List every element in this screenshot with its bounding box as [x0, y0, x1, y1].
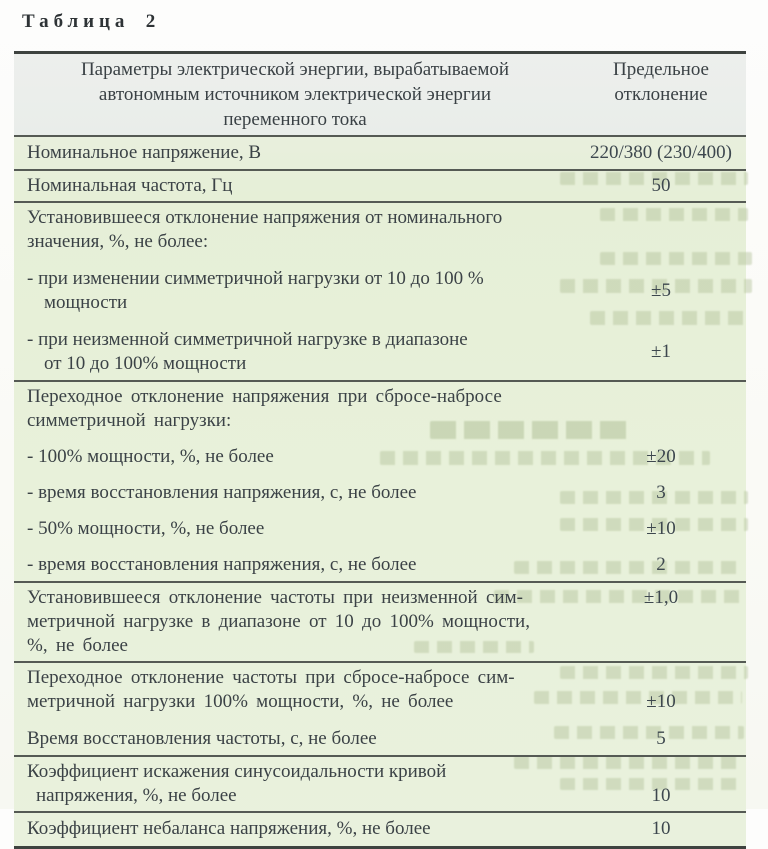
row-label-line: - время восстановления напряжения, с, не более: [27, 554, 417, 575]
row-value: ±20: [646, 446, 676, 467]
row-label: [14, 328, 576, 376]
row-label: [14, 727, 576, 751]
row-divider: [14, 380, 746, 382]
row-value: [576, 385, 746, 433]
table-row: [14, 264, 746, 318]
table-row: [14, 514, 746, 544]
table-row: [14, 663, 746, 717]
row-label-line: Установившееся отклонение напряжения от номинального: [27, 207, 503, 228]
row-label-line: Коэффициент небаланса напряжения, %, не более: [27, 818, 431, 839]
row-label: [14, 666, 576, 714]
row-label: [14, 517, 576, 541]
table-row: [14, 382, 746, 436]
table-row: [14, 757, 746, 811]
header-line: Предельное: [613, 59, 709, 80]
row-value: 10: [651, 785, 671, 806]
row-divider: [14, 755, 746, 757]
row-label-line: - время восстановления напряжения, с, не более: [27, 482, 417, 503]
header-line: автономным источником электрической энергии: [98, 84, 492, 105]
row-value: [576, 206, 746, 254]
row-label-line: Номинальное напряжение, В: [27, 142, 262, 163]
row-label: [14, 553, 576, 577]
row-value: 50: [651, 175, 671, 196]
table-row: [14, 724, 746, 755]
row-label: [14, 385, 576, 433]
row-label-line: Коэффициент искажения синусоидальности кривой: [27, 761, 447, 782]
row-value: ±10: [646, 518, 676, 539]
row-label-line: - 100% мощности, %, не более: [27, 446, 274, 467]
row-divider: [14, 135, 746, 137]
table-header-row: [14, 54, 746, 135]
row-label-line: мощности: [44, 292, 128, 313]
table-row: [14, 550, 746, 581]
row-label: [14, 141, 576, 165]
table-row: [14, 583, 746, 661]
header-line: переменного тока: [223, 109, 367, 130]
row-value: ±5: [651, 280, 671, 301]
row-label-line: Время восстановления частоты, с, не более: [27, 728, 377, 749]
table-row: [14, 442, 746, 472]
row-label-line: - при изменении симметричной нагрузки от 10 до 100 %: [27, 268, 484, 289]
row-value: 2: [656, 554, 666, 575]
row-divider: [14, 201, 746, 203]
row-value: ±1: [651, 341, 671, 362]
table-row: [14, 137, 746, 169]
table-row: [14, 203, 746, 257]
table-row: [14, 325, 746, 380]
row-label-line: Переходное отклонение частоты при сбросе-набросе сим-: [27, 667, 515, 688]
row-label: [14, 174, 576, 198]
header-line: отклонение: [614, 84, 708, 105]
row-divider: [14, 169, 746, 171]
row-label: [14, 817, 576, 841]
row-label-line: - при неизменной симметричной нагрузке в диапазоне: [27, 329, 468, 350]
row-label: [14, 760, 576, 808]
header-line: Параметры электрической энергии, вырабатываемой: [80, 59, 510, 80]
table-row: [14, 478, 746, 508]
row-label: [14, 206, 576, 254]
row-label-line: Установившееся отклонение частоты при неизменной сим-: [27, 587, 523, 608]
row-label: [14, 481, 576, 505]
row-label-line: - 50% мощности, %, не более: [27, 518, 265, 539]
row-divider: [14, 811, 746, 813]
parameters-table: [14, 51, 746, 849]
header-limit-deviation: [576, 57, 746, 132]
row-label-line: %, не более: [27, 635, 128, 656]
row-divider: [14, 661, 746, 663]
table-row: [14, 171, 746, 201]
row-label-line: Переходное отклонение напряжения при сбросе-набросе: [27, 386, 502, 407]
row-value: 220/380 (230/400): [590, 142, 732, 163]
row-value: 3: [656, 482, 666, 503]
row-label-line: Номинальная частота, Гц: [27, 175, 233, 196]
row-divider: [14, 581, 746, 583]
table-row: [14, 813, 746, 846]
row-label: [14, 267, 576, 315]
row-label-line: значения, %, не более:: [27, 231, 209, 252]
row-label-line: от 10 до 100% мощности: [44, 353, 247, 374]
row-value: 5: [656, 728, 666, 749]
row-value: 10: [651, 818, 671, 839]
row-label-line: симметричной нагрузки:: [27, 410, 232, 431]
row-label-line: напряжения, %, не более: [36, 785, 237, 806]
table-top-rule: [14, 51, 746, 54]
row-label: [14, 445, 576, 469]
row-label-line: метричной нагрузке в диапазоне от 10 до 100% мощности,: [27, 611, 530, 632]
row-value: ±1,0: [643, 587, 679, 608]
header-parameters: [14, 57, 576, 132]
table-caption: Таблица 2: [22, 11, 161, 32]
row-value: ±10: [646, 691, 676, 712]
row-label-line: метричной нагрузки 100% мощности, %, не более: [27, 691, 454, 712]
row-label: [14, 586, 576, 658]
